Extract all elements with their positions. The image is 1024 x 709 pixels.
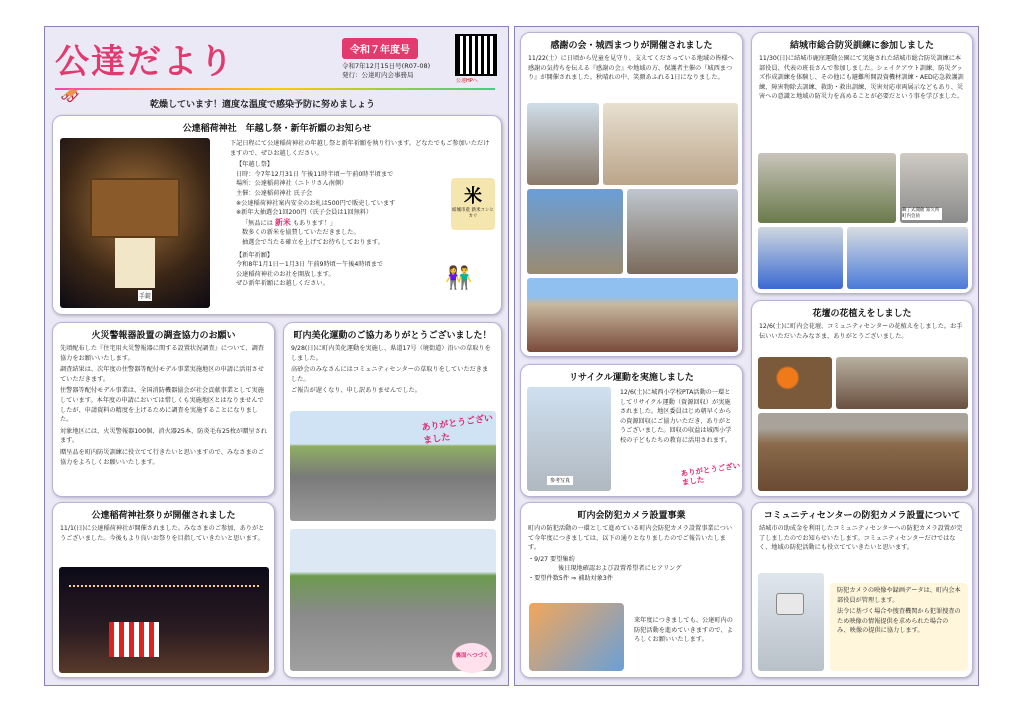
qr-label: 公達HPへ bbox=[456, 78, 478, 84]
thanks-festival-article bbox=[520, 32, 743, 357]
shrine-note-1: ※公達稲荷神社案内安全のお札は500円で販売しています bbox=[236, 199, 396, 207]
recycle-article bbox=[520, 364, 743, 497]
ccam-body: 結城市の助成金を利用したコミュニティセンターへの防犯カメラ設置が完了しましたのでお知らせいたします。コミュニティセンターだけではなく、地域の防犯活動にも役立てていきたいと思います。 bbox=[759, 525, 963, 552]
drill-photo-4 bbox=[847, 227, 968, 289]
beautify-p1: 9/28(日)に町内美化運動を実施し、県道17号（境街道）沿いの草取りをしました。 bbox=[291, 345, 491, 362]
beautify-body bbox=[284, 341, 501, 401]
festival-photo bbox=[59, 567, 269, 673]
tent bbox=[109, 622, 159, 657]
tagline: 乾燥しています！適度な温度で感染予防に努めましょう bbox=[150, 100, 376, 110]
shrine-intro: 下記日程にて公達稲荷神社の年越し祭と新年祈願を執り行います。どなたでもご参加いただけますので、ぜひお越しください。 bbox=[230, 140, 490, 157]
new-rice-highlight: 新米 bbox=[274, 217, 291, 227]
camera-bullet-1: ・9/27 要望集約 bbox=[528, 555, 575, 563]
drill-photo-2 bbox=[900, 153, 968, 223]
drill-photo-3 bbox=[758, 227, 843, 289]
publisher: 発行：公達町内会事務局 bbox=[342, 71, 414, 79]
shrine-line-5: 公達稲荷神社のお社を開放します。 bbox=[236, 270, 335, 278]
shrine-note-4: 数多くの新米を協賛していただきました。 bbox=[242, 229, 360, 237]
thanks-handwriting: ありがとうございました bbox=[420, 413, 494, 447]
article-title: 町内美化運動のご協力ありがとうございました！ bbox=[293, 331, 492, 341]
taiko-photo bbox=[527, 278, 738, 352]
drill-photo-1 bbox=[758, 153, 896, 223]
camera-pole-photo bbox=[758, 573, 824, 671]
fire-alarm-article bbox=[52, 322, 275, 497]
alarm-p4: 対象地区には、火災警報器100個、消火器25本、防炎毛布25枚が贈呈されます。 bbox=[60, 427, 267, 445]
issue-meta bbox=[342, 62, 430, 80]
rice-character: 米 bbox=[464, 186, 482, 207]
camera-policy-note bbox=[830, 583, 968, 671]
beautify-p2: 高砂会のみなさんにはコミュニティセンターの草取りをしていただきました。 bbox=[291, 366, 489, 383]
festival-body: 11/1(日)に公達稲荷神社が開催されました。みなさまのご参加、ありがとうございました。今後もより良いお祭りを目指していきたいと思います。 bbox=[60, 525, 265, 542]
article-title: 公達稲荷神社 年越し祭・新年祈願のお知らせ bbox=[182, 124, 372, 134]
ccam-p2: 防犯カメラの映像や録画データは、町内会本部役員が管理します。 bbox=[837, 587, 961, 604]
alarm-p3: 住警器等配付モデル事業は、全国消防機器協会が社会貢献事業として実施しています。本年度の申請においては惜しくも実施地区とはなりませんでしたが、申請資料の精度を上げるために調査を実施することになりました。 bbox=[60, 387, 264, 424]
article-title: 公達稲荷神社祭りが開催されました bbox=[91, 511, 236, 521]
security-camera-illustration bbox=[529, 603, 624, 671]
flowers-body: 12/6(土)に町内会花壇、コミュニティセンターの花植えをしました。お手伝いいただいたみなさま、ありがとうございました。 bbox=[759, 323, 963, 340]
shrine-note-5: 抽選会で当たる確立を上げてお待ちしております。 bbox=[242, 238, 384, 246]
camera-closing: 来年度につきましても、公達町内の防犯活動を進めていきますので、よろしくお願いいたします。 bbox=[634, 617, 733, 644]
rice-bag-label: 結城市産 新米コシヒカリ bbox=[452, 208, 494, 219]
note-3-c: もあります！」 bbox=[292, 219, 337, 227]
flower-photo-2 bbox=[836, 357, 968, 409]
santa-sleigh-icon: 🛷 bbox=[60, 86, 80, 105]
shrine-line-1: 日時：令7年12月31日 午後11時半頃～午前0時半頃まで bbox=[236, 170, 394, 178]
article-title: 結城市総合防災訓練に参加しました bbox=[789, 41, 934, 51]
shrine-line-3: 主催：公達稲荷神社 氏子会 bbox=[236, 189, 313, 197]
article-title: 花壇の花植えをしました bbox=[812, 309, 912, 319]
camera-project-article bbox=[520, 502, 743, 678]
newsletter-logo: 公達だより bbox=[55, 42, 235, 82]
issue-date: 令和7年12月15日号(R07-08) bbox=[342, 62, 431, 70]
event-photo-4 bbox=[627, 189, 738, 274]
recycle-photo bbox=[527, 387, 611, 491]
event-photo-2 bbox=[603, 103, 738, 185]
shrine-banner bbox=[115, 238, 155, 288]
article-title: コミュニティセンターの防犯カメラ設置について bbox=[763, 511, 961, 521]
event-photo-3 bbox=[527, 189, 623, 274]
shrine-line-6: ぜひ新年祈願にお越しください。 bbox=[236, 280, 329, 288]
shrine-heading-1: 【年越し祭】 bbox=[236, 161, 274, 169]
camera-body bbox=[521, 521, 742, 587]
camera-bullet-2: ・要望件数5件 ⇒ 補助対象3件 bbox=[528, 574, 614, 582]
camera-device-icon bbox=[776, 593, 804, 615]
recycle-photo-caption: 参考写真 bbox=[547, 476, 573, 485]
article-title: 町内会防犯カメラ設置事業 bbox=[577, 511, 686, 521]
flower-planting-article bbox=[751, 300, 973, 497]
alarm-p2: 調査結果は、次年度の住警器等配付モデル事業実施地区の申請に活用させていただきます。 bbox=[60, 366, 264, 383]
issue-badge: 令和７年度号 bbox=[342, 38, 418, 59]
beautify-article bbox=[283, 322, 502, 678]
recycle-body: 12/6(土)に城西小学校PTA活動の一環としてリサイクル運動（資源回収）が実施されました。地区委員はじめ朝早くからの資源回収にご協力いただき、ありがとうございました。回収の収益は城西小学校の子どもたちの教育に活用されます。 bbox=[620, 389, 732, 444]
shrine-note-2: ※新年大抽選会1回200円（氏子会員は1回無料） bbox=[236, 209, 373, 217]
alarm-p5: 贈呈品を町内防災訓練に役立てて行きたいと思いますので、みなさまのご協力をよろしくお願いいたします。 bbox=[60, 448, 265, 466]
thanksfest-body: 11/22(土）に日頃から児童を見守り、支えてくださっている地域の皆様へ感謝の気持ちを伝える『感謝の会』や地域の方、保護者主催の『城西まつり』が開催されました。秋晴れの中、笑顔あふれる1日になりました。 bbox=[528, 55, 734, 82]
shrine-building bbox=[90, 178, 180, 238]
disaster-drill-article bbox=[751, 32, 973, 294]
lottery-kids-icon: 👫 bbox=[445, 266, 473, 291]
alarm-p1: 先頃配布した『住宅用火災警報器に関する設置状況調査』について、調査協力をお願いいたします。 bbox=[60, 345, 264, 362]
shrine-photo bbox=[60, 138, 210, 308]
camera-p1: 町内の防犯活動の一環として進めている町内会防犯カメラ設置事業について今年度につきましては、以下の通りとなりましたのでご報告いたします。 bbox=[528, 525, 733, 552]
event-photo-1 bbox=[527, 103, 599, 185]
community-camera-article bbox=[751, 502, 973, 678]
article-title: 火災警報器設置の調査協力のお願い bbox=[91, 331, 236, 341]
note-3-a: 「無品には bbox=[242, 219, 273, 227]
shrine-line-4: 令和8年1月1日～1月3日 午前9時頃～午後4時頃まで bbox=[236, 261, 384, 269]
recycle-thanks: ありがとうございました bbox=[680, 460, 741, 488]
camera-bullet-1-sub: 後日現地確認および設置希望者にヒアリング bbox=[558, 565, 682, 573]
shrine-line-2: 場所：公達稲荷神社（ニトリさん南側） bbox=[236, 180, 348, 188]
drill-body: 11/30(日)に結城市鹿窪運動公園にて実施された結城市総合防災訓練に本部役員、代表の班長さんで参加しました。シェイクアウト訓練、防災グッズ作成訓練を体験し、その他にも避難所開設資機材訓練・AED応急救護訓練、障害物除去訓練、救助・救出訓練、災害対応車両展示などもあり、災害への意識と地域の防災力を高めることが必要だという事を学びました。 bbox=[759, 55, 964, 101]
rice-bag-icon bbox=[451, 178, 495, 230]
lantern-label: 手錠 bbox=[138, 290, 152, 301]
article-title: 感謝の会・城西まつりが開催されました bbox=[550, 41, 713, 51]
flower-photo-1 bbox=[758, 357, 832, 409]
festival-article bbox=[52, 502, 275, 678]
ccam-p3: 法令に基づく場合や捜査機関から犯罪捜査のため映像の情報提供を求められた場合のみ、映像の提供に協力します。 bbox=[837, 608, 961, 635]
lantern-string bbox=[69, 585, 259, 587]
qr-code[interactable] bbox=[455, 34, 497, 76]
beautify-p3: ご報告が遅くなり、申し訳ありませんでした。 bbox=[291, 387, 421, 395]
drill-photo-caption: 瞬了式開催 知久所町内会員 bbox=[902, 208, 942, 220]
alarm-body bbox=[53, 341, 274, 472]
flower-bed-photo bbox=[758, 413, 968, 491]
masthead-stripe bbox=[55, 88, 495, 90]
article-title: リサイクル運動を実施しました bbox=[569, 373, 694, 383]
continue-badge: 裏面へつづく bbox=[452, 643, 492, 673]
shrine-heading-2: 【新年祈願】 bbox=[236, 251, 274, 259]
shrine-article bbox=[52, 115, 502, 315]
